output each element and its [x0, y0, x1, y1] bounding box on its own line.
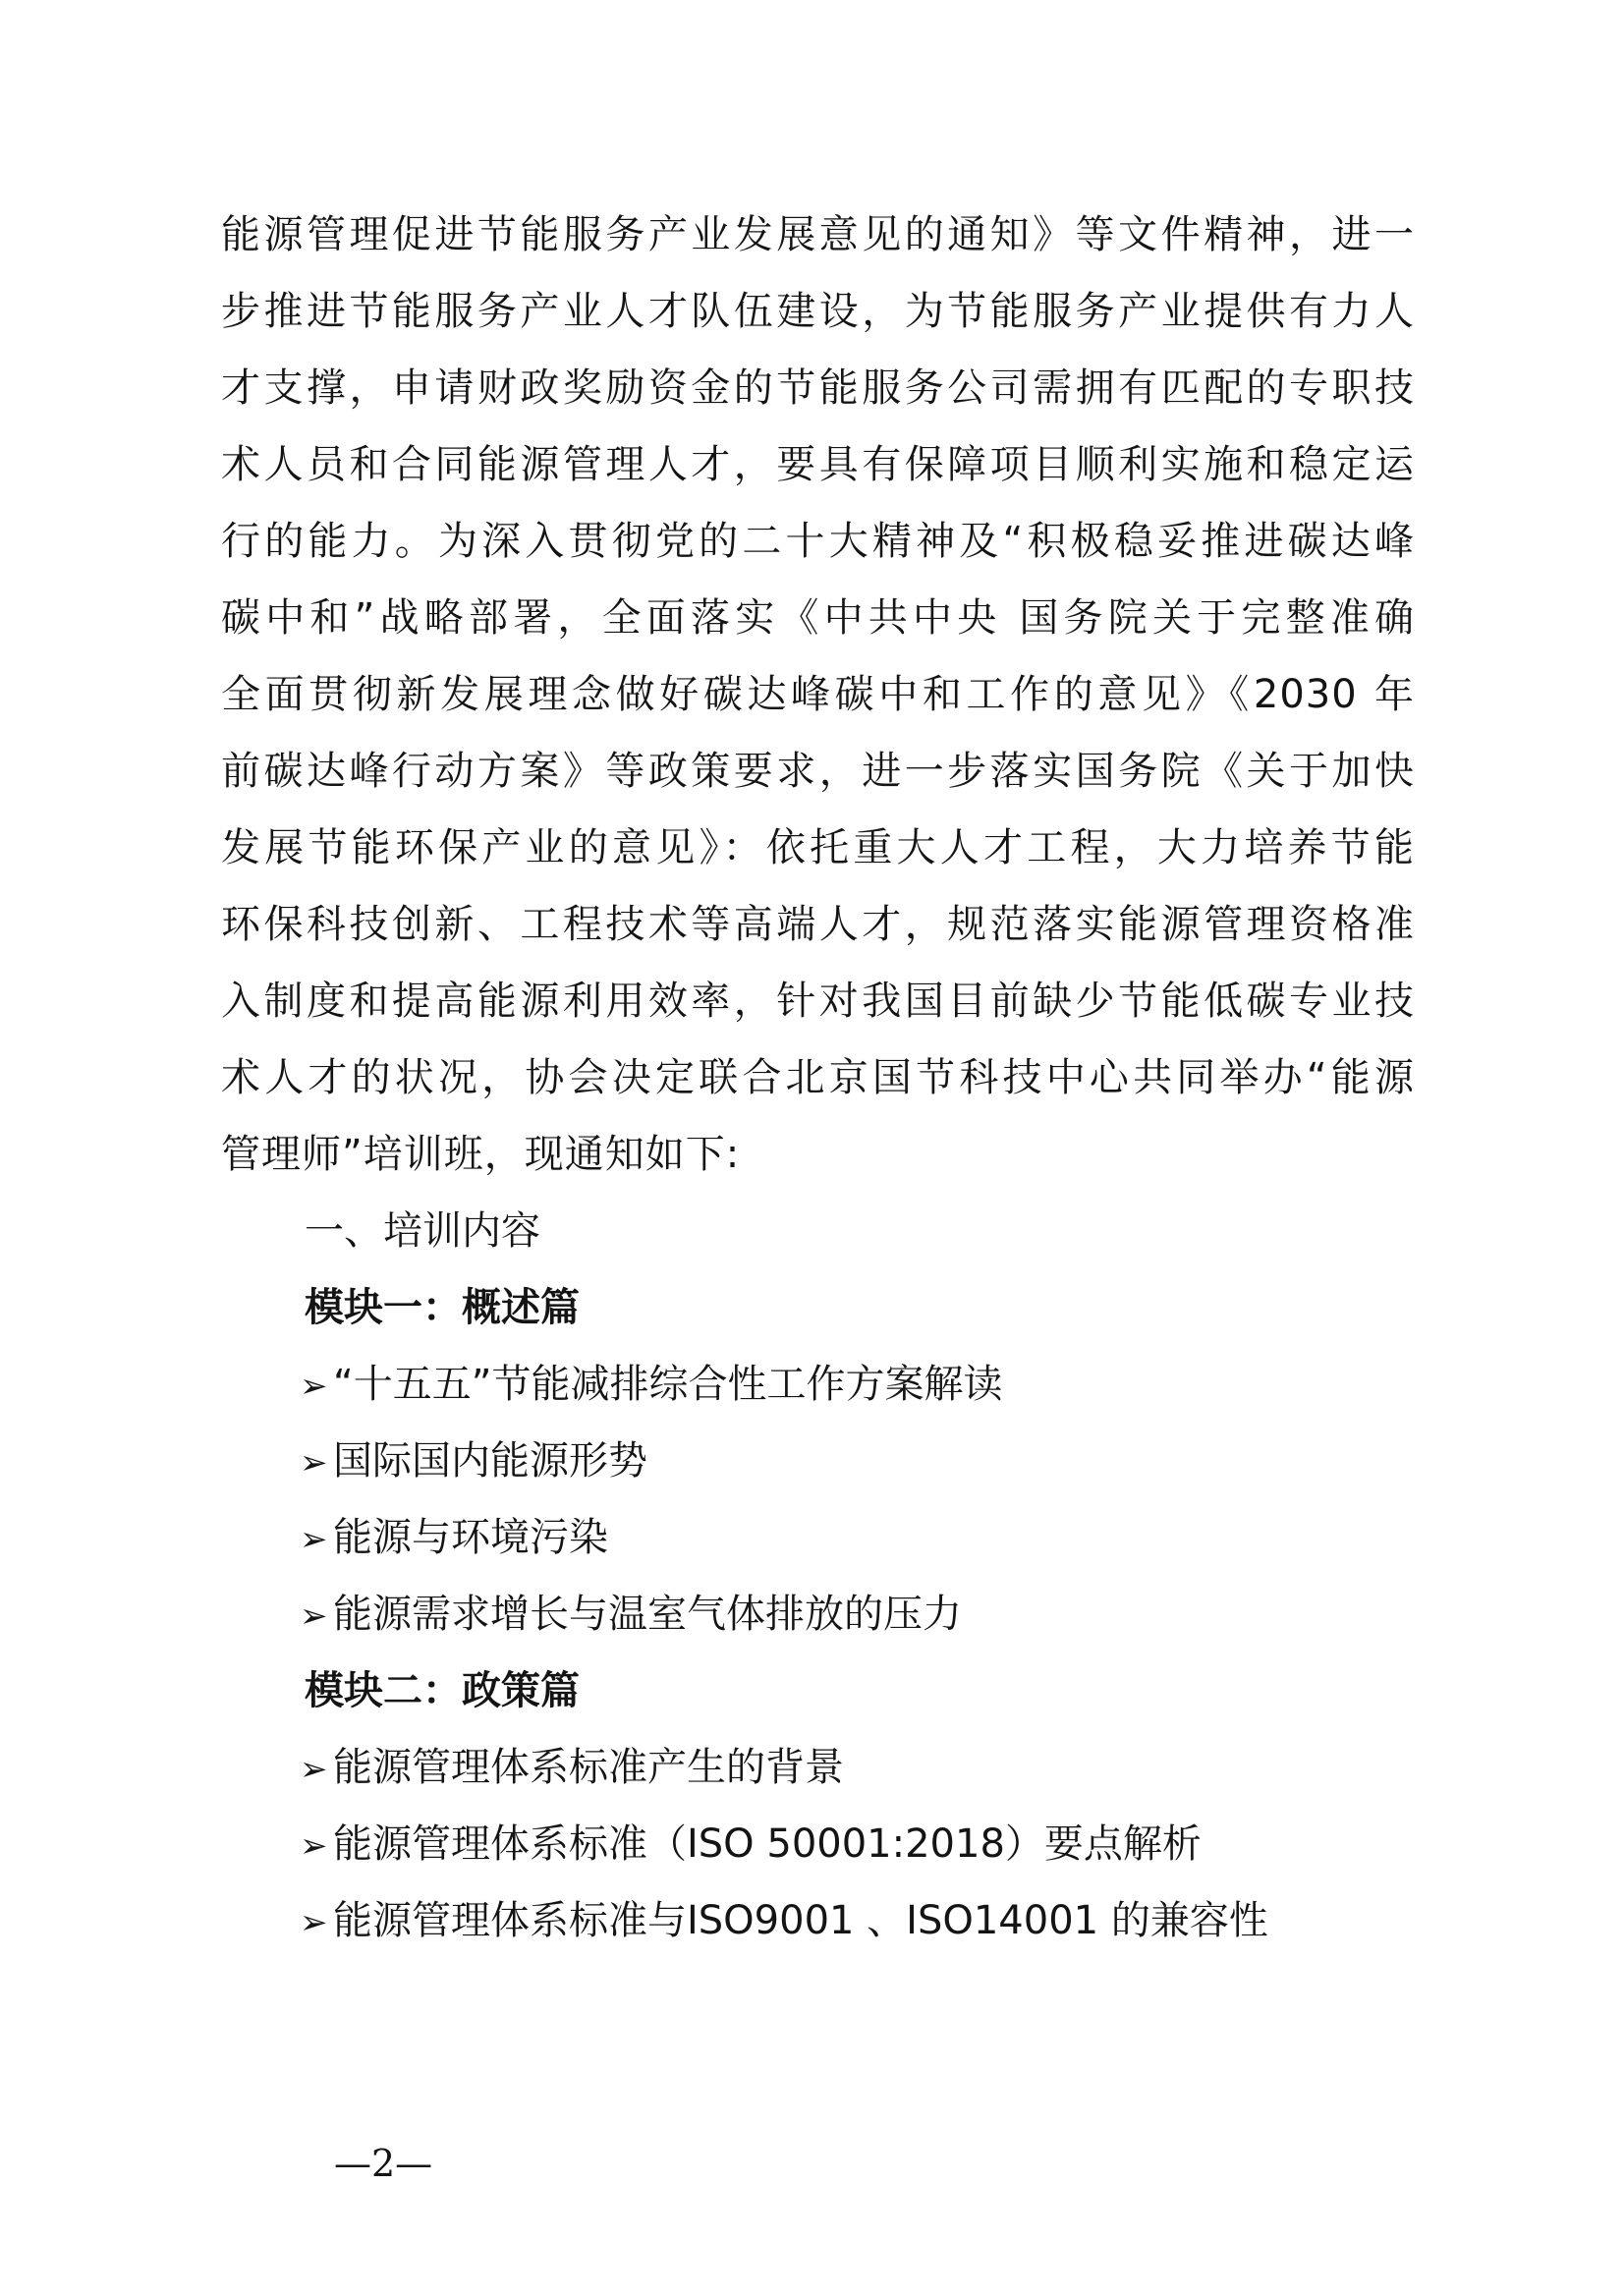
list-item: [300, 1499, 608, 1578]
paragraph-line: 才支撑，申请财政奖励资金的节能服务公司需拥有匹配的专职技: [221, 365, 1415, 411]
paragraph-line: 发展节能环保产业的意见》：依托重大人才工程，大力培养节能: [221, 825, 1415, 870]
arrow-bullet-icon: ➢: [300, 1520, 328, 1559]
page-number: —2—: [334, 2142, 433, 2185]
arrow-bullet-icon: ➢: [300, 1596, 328, 1636]
paragraph-line: 前碳达峰行动方案》等政策要求，进一步落实国务院《关于加快: [221, 749, 1415, 794]
module-title: 模块一：概述篇: [305, 1285, 580, 1330]
paragraph-line: 步推进节能服务产业人才队伍建设，为节能服务产业提供有力人: [221, 289, 1415, 334]
paragraph-line: 入制度和提高能源利用效率，针对我国目前缺少节能低碳专业技: [221, 979, 1415, 1024]
arrow-bullet-icon: ➢: [300, 1826, 328, 1866]
list-item-text: 能源与环境污染: [333, 1515, 608, 1560]
list-item: [300, 1882, 1268, 1961]
list-item: [300, 1576, 962, 1654]
list-item-text: 能源管理体系标准产生的背景: [333, 1745, 844, 1790]
list-item-text: 国际国内能源形势: [333, 1438, 647, 1484]
list-item-text: 能源管理体系标准（ISO 50001:2018）要点解析: [333, 1821, 1202, 1867]
list-item-text: 能源管理体系标准与ISO9001 、ISO14001 的兼容性: [333, 1898, 1268, 1943]
list-item-text: “十五五”节能减排综合性工作方案解读: [333, 1362, 1003, 1407]
section-heading: 一、培训内容: [305, 1208, 540, 1254]
arrow-bullet-icon: ➢: [300, 1750, 328, 1789]
arrow-bullet-icon: ➢: [300, 1443, 328, 1483]
arrow-bullet-icon: ➢: [300, 1903, 328, 1942]
list-item: [300, 1806, 1202, 1884]
module-title: 模块二：政策篇: [305, 1668, 580, 1713]
paragraph-line: 术人员和合同能源管理人才，要具有保障项目顺利实施和稳定运: [221, 442, 1415, 487]
paragraph-line: 碳中和”战略部署，全面落实《中共中央 国务院关于完整准确: [221, 595, 1415, 641]
list-item: [300, 1729, 844, 1808]
list-item-text: 能源需求增长与温室气体排放的压力: [333, 1592, 962, 1637]
paragraph-line: 全面贯彻新发展理念做好碳达峰碳中和工作的意见》《2030 年: [221, 672, 1415, 717]
paragraph-line: 管理师”培训班，现通知如下:: [221, 1132, 741, 1177]
list-item: [300, 1423, 647, 1501]
list-item: [300, 1346, 1002, 1425]
paragraph-line: 能源管理促进节能服务产业发展意见的通知》等文件精神，进一: [221, 212, 1415, 257]
paragraph-line: 环保科技创新、工程技术等高端人才，规范落实能源管理资格准: [221, 902, 1415, 947]
paragraph-line: 术人才的状况，协会决定联合北京国节科技中心共同举办“能源: [221, 1055, 1415, 1100]
paragraph-line: 行的能力。为深入贯彻党的二十大精神及“积极稳妥推进碳达峰: [221, 519, 1415, 564]
arrow-bullet-icon: ➢: [300, 1367, 328, 1406]
